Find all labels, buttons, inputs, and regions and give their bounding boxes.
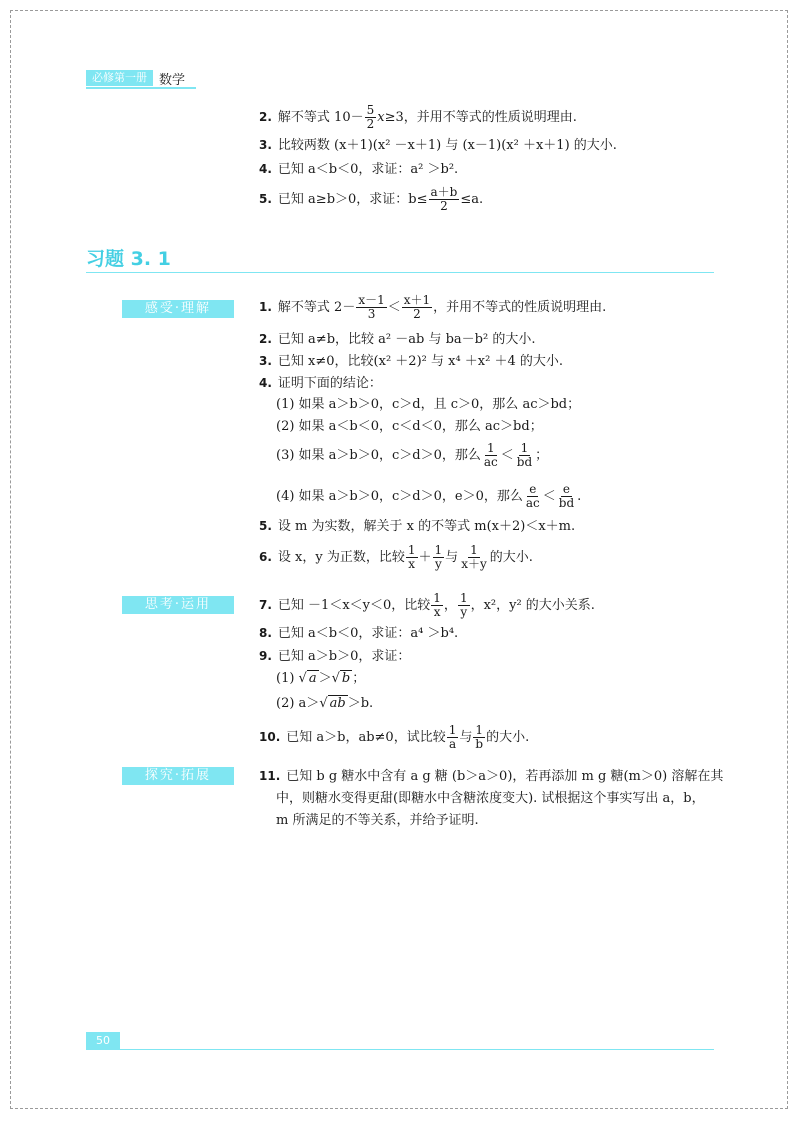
exercise-4-part-2: (2) 如果 a＜b＜0，c＜d＜0，那么 ac＞bd； (276, 419, 543, 434)
exercise-9-part-1: (1) √ a ＞√ b ； (276, 671, 366, 686)
exercise-4-part-4: (4) 如果 a＞b＞0，c＞d＞0，e＞0，那么 $\frac{e}{ac}$ ＜ $\frac{e}{bd}$ . (276, 482, 582, 510)
section-rule (86, 272, 714, 273)
fraction: $\frac{1}{x}$ (433, 591, 441, 619)
exercise-11-line-2: 中，则糖水变得更甜(即糖水中含糖浓度变大). 试根据这个事实写出 a，b， (276, 791, 705, 806)
subject-label: 数学 (159, 72, 186, 88)
book-tag: 必修第一册 (86, 70, 153, 86)
exercise-10: 10. 已知 a＞b，ab≠0，试比较 $\frac{1}{a}$ 与 $\frac{1}{b}$ 的大小. (259, 723, 530, 751)
category-badge-explore: 探究·拓展 (122, 767, 234, 785)
fraction: $\frac{5}{2}$ (366, 103, 375, 131)
pre-exercise-4: 4. 已知 a＜b＜0，求证：a² ＞b². (259, 162, 459, 177)
page-number: 50 (86, 1032, 120, 1050)
header-rule (86, 87, 196, 89)
fraction: $\frac{1}{x}$ (407, 543, 416, 571)
pre-exercise-2: 2. 解不等式 10－ $\frac{5}{2}$ x≥3，并用不等式的性质说明理由. (259, 103, 577, 131)
exercise-6: 6. 设 x，y 为正数，比较 $\frac{1}{x}$ ＋ $\frac{1}{y}$ 与 $\frac{1}{x+y}$ 的大小. (259, 543, 533, 571)
fraction: $\frac{1}{y}$ (459, 591, 468, 619)
section-title: 习题 3. 1 (86, 248, 171, 270)
page-header (86, 69, 185, 87)
fraction: $\frac{1}{a}$ (448, 723, 457, 751)
pre-exercise-5: 5. 已知 a≥b＞0，求证：b≤ $\frac{a+b}{2}$ ≤a. (259, 185, 484, 213)
fraction: $\frac{e}{ac}$ (525, 482, 540, 510)
exercise-9-part-2: (2) a＞√ ab ＞b. (276, 696, 374, 711)
fraction: $\frac{x-1}{3}$ (358, 293, 385, 321)
fraction: $\frac{1}{bd}$ (516, 441, 533, 469)
exercise-11-line-3: m 所满足的不等关系，并给予证明. (276, 813, 479, 828)
exercise-9: 9. 已知 a＞b＞0，求证： (259, 649, 411, 664)
exercise-5: 5. 设 m 为实数，解关于 x 的不等式 m(x＋2)＜x＋m. (259, 519, 576, 534)
fraction: $\frac{e}{bd}$ (558, 482, 575, 510)
exercise-2: 2. 已知 a≠b，比较 a² －ab 与 ba－b² 的大小. (259, 332, 536, 347)
fraction: $\frac{1}{b}$ (475, 723, 484, 751)
exercise-11: 11. 已知 b g 糖水中含有 a g 糖 (b＞a＞0)，若再添加 m g 糖(m＞0) 溶解在其 (259, 769, 724, 784)
exercise-4-part-1: (1) 如果 a＞b＞0，c＞d，且 c＞0，那么 ac＞bd； (276, 397, 581, 412)
exercise-4: 4. 证明下面的结论： (259, 376, 382, 391)
fraction: $\frac{x+1}{2}$ (403, 293, 431, 321)
footer-rule (120, 1049, 714, 1050)
exercise-1: 1. 解不等式 2－ $\frac{x-1}{3}$ ＜ $\frac{x+1}{2}$ ，并用不等式的性质说明理由. (259, 293, 607, 321)
category-badge-understand: 感受·理解 (122, 300, 234, 318)
exercise-3: 3. 已知 x≠0，比较(x² ＋2)² 与 x⁴ ＋x² ＋4 的大小. (259, 354, 564, 369)
exercise-7: 7. 已知 －1＜x＜y＜0，比较 $\frac{1}{x}$ ， $\frac{1}{y}$ ，x²，y² 的大小关系. (259, 591, 595, 619)
fraction: $\frac{1}{y}$ (434, 543, 443, 571)
pre-exercise-3: 3. 比较两数 (x＋1)(x² －x＋1) 与 (x－1)(x² ＋x＋1) 的大小. (259, 138, 617, 153)
fraction: $\frac{1}{x+y}$ (461, 543, 487, 571)
category-badge-apply: 思考·运用 (122, 596, 234, 614)
fraction: $\frac{1}{ac}$ (483, 441, 498, 469)
fraction: $\frac{a+b}{2}$ (430, 185, 458, 213)
exercise-4-part-3: (3) 如果 a＞b＞0，c＞d＞0，那么 $\frac{1}{ac}$ ＜ $\frac{1}{bd}$ ； (276, 441, 549, 469)
exercise-8: 8. 已知 a＜b＜0，求证：a⁴ ＞b⁴. (259, 626, 459, 641)
